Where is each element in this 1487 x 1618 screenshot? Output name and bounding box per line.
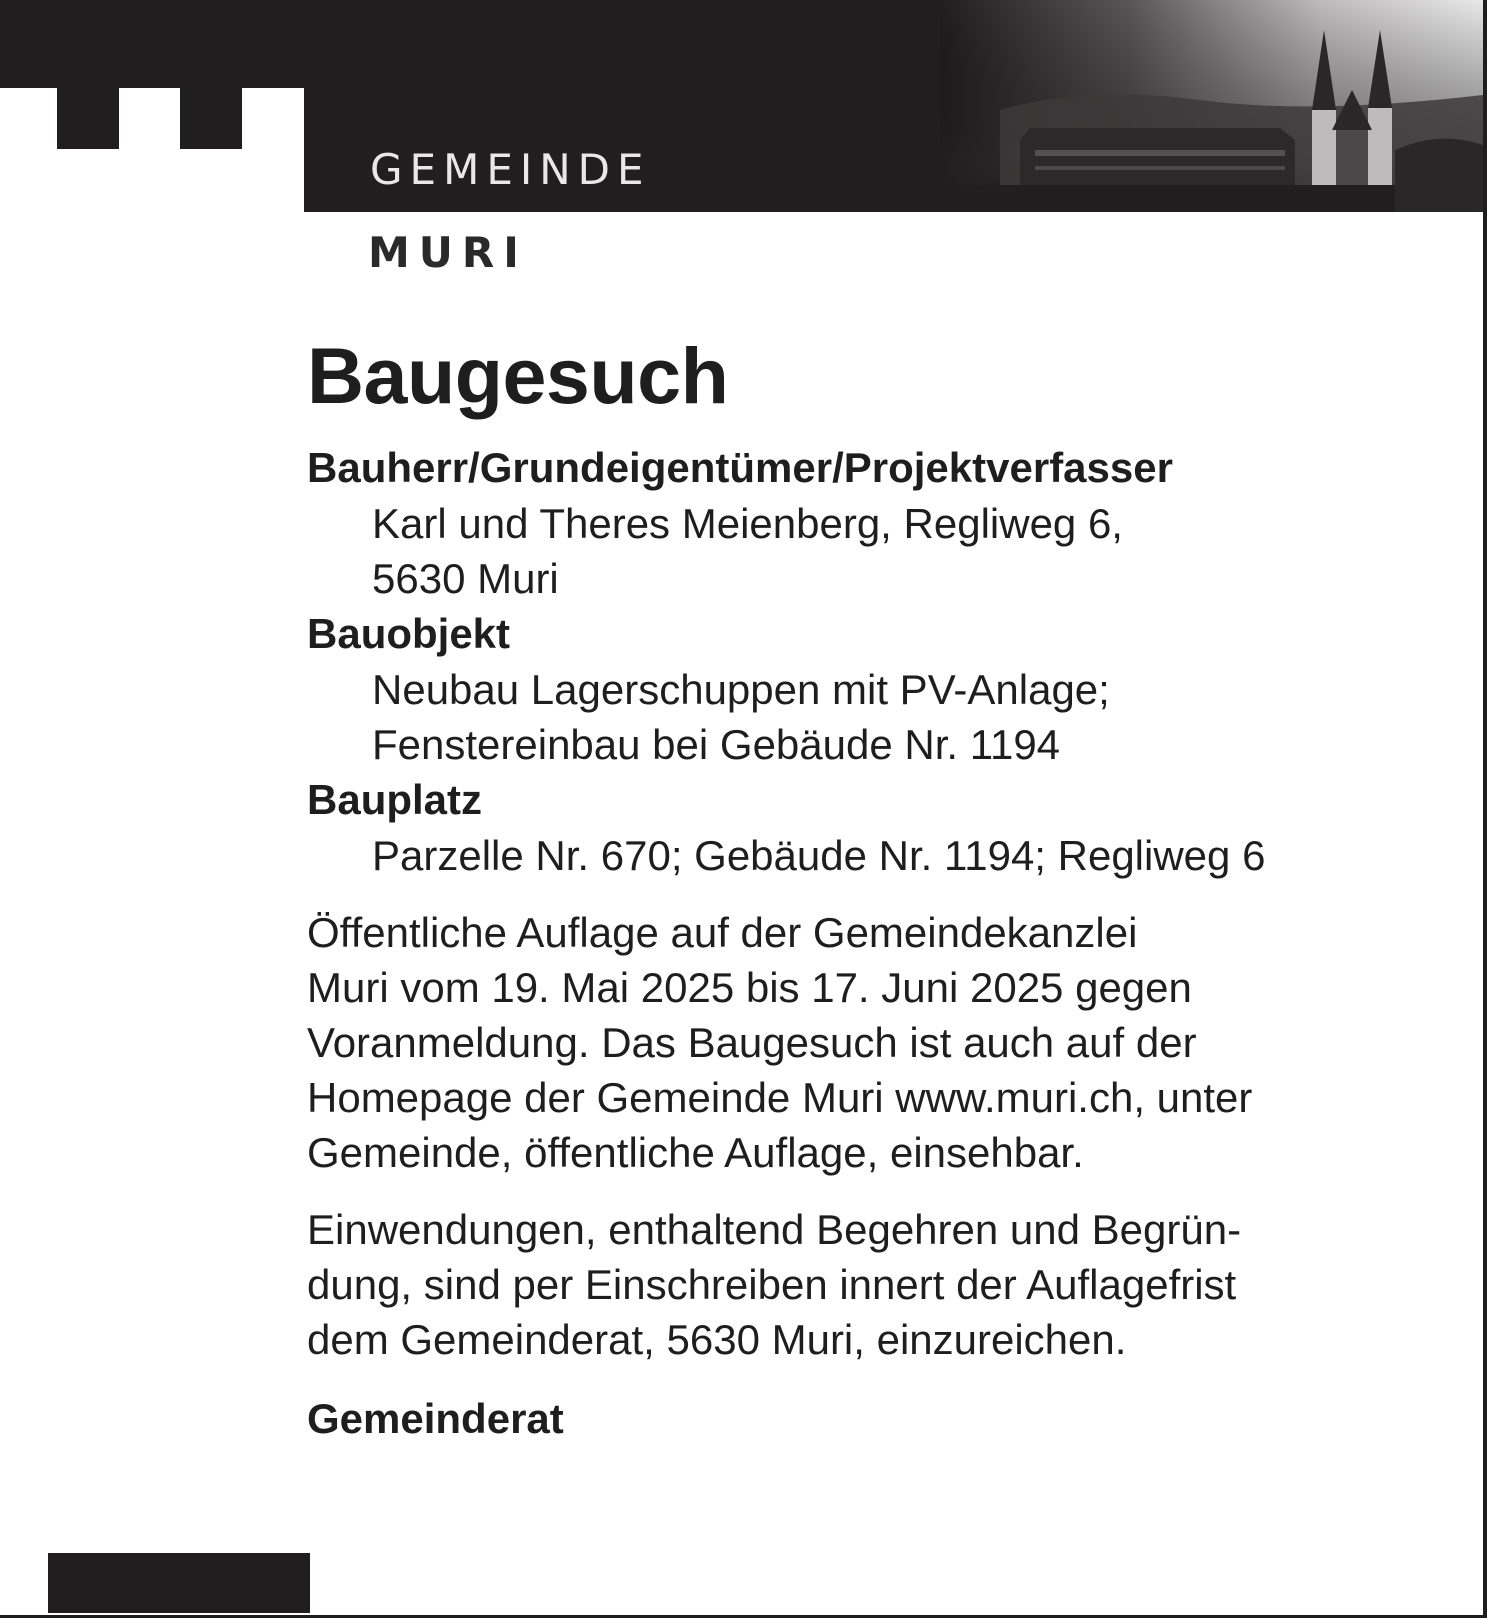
field-construction-object (307, 606, 1427, 772)
battlement-merlon (180, 88, 242, 149)
field-label: Bauplatz (307, 776, 483, 823)
paragraph-line: Muri vom 19. Mai 2025 bis 17. Juni 2025 gegen (307, 964, 1192, 1011)
field-applicant (307, 440, 1427, 606)
paragraph-line: dem Gemeinderat, 5630 Muri, einzureichen. (307, 1316, 1127, 1363)
battlement-merlon (57, 88, 119, 149)
field-value: Neubau Lagerschuppen mit PV-Anlage; (372, 666, 1110, 713)
paragraph-line: Homepage der Gemeinde Muri www.muri.ch, unter (307, 1074, 1253, 1121)
paragraph-line: Voranmeldung. Das Baugesuch ist auch auf der (307, 1019, 1197, 1066)
field-value: Fenstereinbau bei Gebäude Nr. 1194 (372, 721, 1061, 768)
logo-muri: MURI (368, 228, 528, 277)
paragraph-line: Einwendungen, enthaltend Begehren und Begrün- (307, 1206, 1242, 1253)
monastery-church-photo-icon (940, 0, 1483, 212)
field-value: Parzelle Nr. 670; Gebäude Nr. 1194; Regliweg 6 (372, 832, 1266, 879)
logo-gemeinde: GEMEINDE (370, 145, 651, 194)
paragraph-line: dung, sind per Einschreiben innert der Auflagefrist (307, 1261, 1237, 1308)
field-label: Bauherr/Grundeigentümer/Projektverfasser (307, 444, 1173, 491)
public-display-paragraph (307, 905, 1427, 1180)
field-construction-site (307, 772, 1427, 883)
paragraph-line: Öffentliche Auflage auf der Gemeindekanzlei (307, 909, 1138, 956)
field-label: Bauobjekt (307, 610, 511, 657)
footer-bar (48, 1553, 310, 1613)
header-banner (0, 0, 1483, 277)
field-value: 5630 Muri (372, 555, 559, 602)
objection-paragraph (307, 1202, 1427, 1367)
notice-title: Baugesuch (307, 331, 729, 420)
notice-content (307, 320, 1427, 1447)
signature: Gemeinderat (307, 1395, 564, 1442)
paragraph-line: Gemeinde, öffentliche Auflage, einsehbar. (307, 1129, 1084, 1176)
field-value: Karl und Theres Meienberg, Regliweg 6, (372, 500, 1123, 547)
